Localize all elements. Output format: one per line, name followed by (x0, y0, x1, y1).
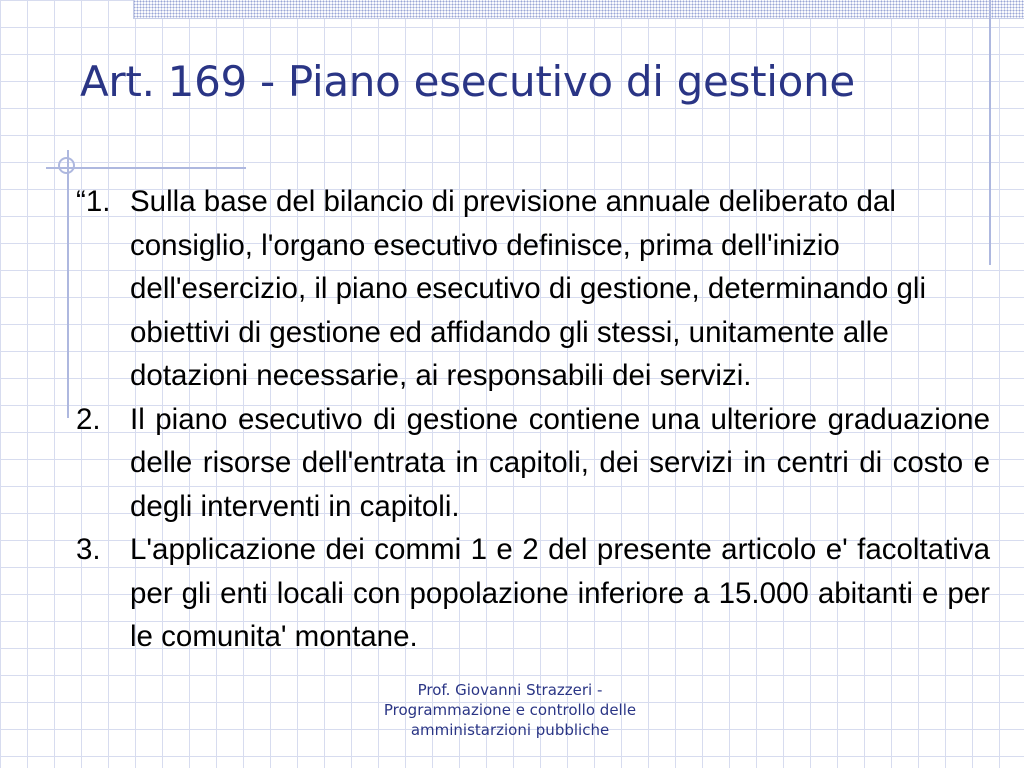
article-paragraphs (76, 180, 990, 659)
footer-course-line1: Programmazione e controllo delle (383, 701, 637, 719)
item-text: Sulla base del bilancio di previsione annuale deliberato dal consiglio, l'organo esecutivo definisce, prima dell'inizio dell'esercizio, il piano esecutivo di gestione, determinando gli obiettivi di gestione ed affidando gli stessi, unitamente alle dotazioni necessarie, ai responsabili dei servizi. (130, 185, 927, 392)
slide-footer (340, 680, 680, 740)
header-pattern-band (133, 0, 1024, 19)
list-item (76, 398, 990, 529)
footer-course-line2: amministarzioni pubbliche (410, 721, 610, 739)
title-underline-accent (46, 167, 246, 169)
slide-title: Art. 169 - Piano esecutivo di gestione (80, 57, 855, 106)
list-item (76, 528, 990, 659)
left-accent-line (67, 150, 69, 418)
item-number: 3. (76, 533, 101, 566)
circle-accent-mark (58, 157, 75, 174)
header-band-edge (133, 0, 134, 18)
item-number: “1. (76, 185, 111, 218)
list-item (76, 180, 990, 398)
item-text: Il piano esecutivo di gestione contiene una ulteriore graduazione delle risorse dell'entrata in capitoli, dei servizi in centri di costo e degli interventi in capitoli. (130, 402, 990, 523)
item-text: L'applicazione dei commi 1 e 2 del presente articolo e' facoltativa per gli enti locali con popolazione inferiore a 15.000 abitanti e per le comunita' montane. (130, 533, 990, 653)
item-number: 2. (76, 402, 101, 436)
footer-author: Prof. Giovanni Strazzeri - (417, 681, 603, 699)
